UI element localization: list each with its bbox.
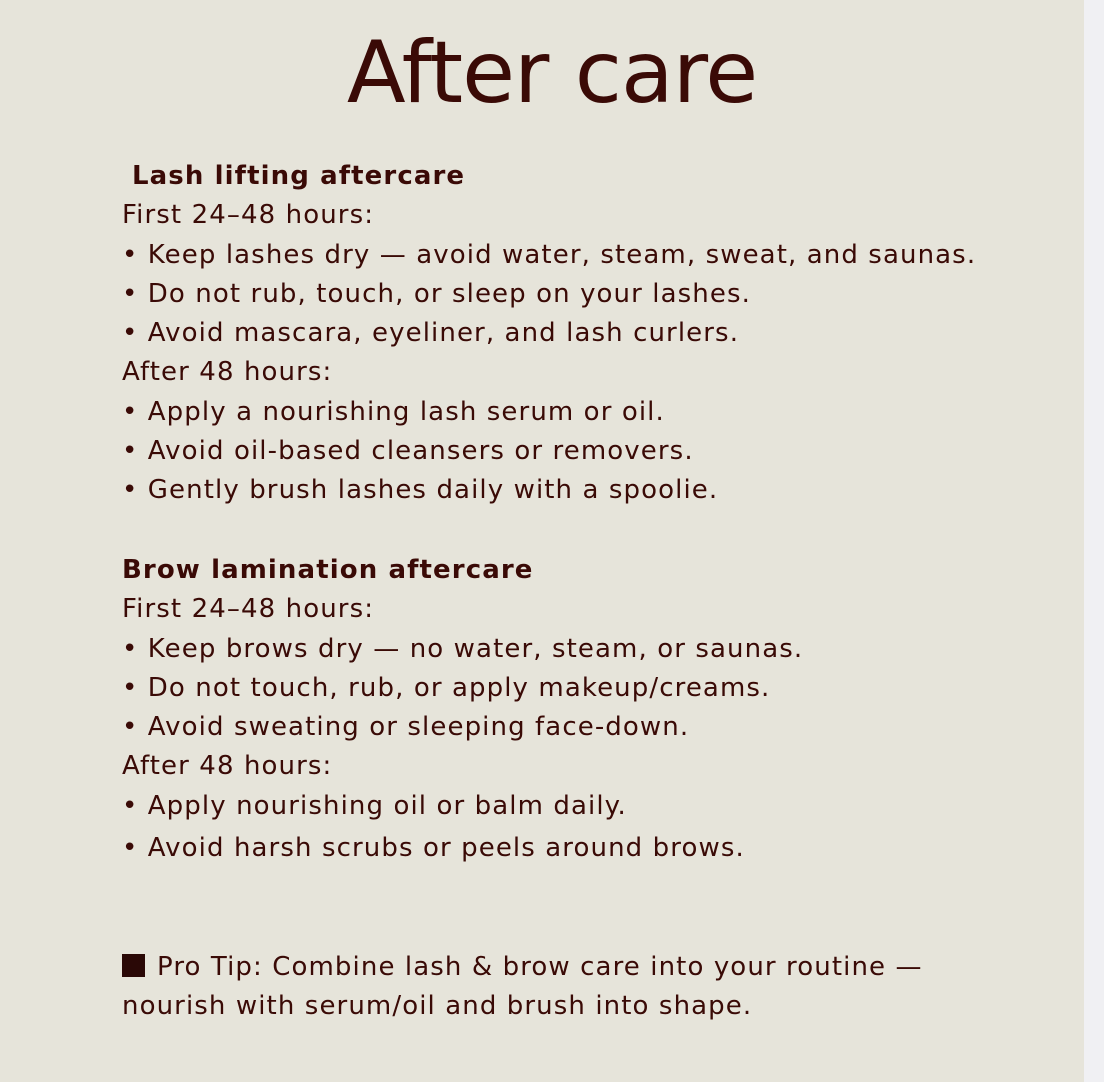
lash-after-label: After 48 hours: [122,357,333,388]
list-item: • Avoid sweating or sleeping face-down. [122,712,690,743]
square-icon [122,954,145,977]
brow-lamination-section [122,551,1022,868]
list-item: • Avoid mascara, eyeliner, and lash curlers. [122,318,740,349]
list-item: • Gently brush lashes daily with a spoolie. [122,475,719,506]
list-item: • Avoid harsh scrubs or peels around brows. [122,833,745,864]
pro-tip-line-1 [122,948,1022,987]
lash-lifting-section [122,157,1022,511]
pro-tip-line-2: nourish with serum/oil and brush into shape. [122,991,753,1022]
list-item: • Keep brows dry — no water, steam, or saunas. [122,633,804,664]
list-item: • Do not touch, rub, or apply makeup/creams. [122,672,771,703]
lash-first-label: First 24–48 hours: [122,200,375,231]
brow-after-label: After 48 hours: [122,751,333,782]
page-title: After care [346,23,758,123]
list-item: • Avoid oil-based cleansers or removers. [122,436,694,467]
pro-tip-text-1: Pro Tip: Combine lash & brow care into your routine — [157,952,923,982]
brow-first-label: First 24–48 hours: [122,594,375,625]
list-item: • Do not rub, touch, or sleep on your lashes. [122,278,751,309]
brow-section-heading: Brow lamination aftercare [122,555,534,585]
pro-tip [122,948,1022,1027]
list-item: • Keep lashes dry — avoid water, steam, sweat, and saunas. [122,239,977,270]
list-item: • Apply a nourishing lash serum or oil. [122,396,665,427]
lash-section-heading: Lash lifting aftercare [132,161,466,191]
list-item: • Apply nourishing oil or balm daily. [122,790,627,821]
